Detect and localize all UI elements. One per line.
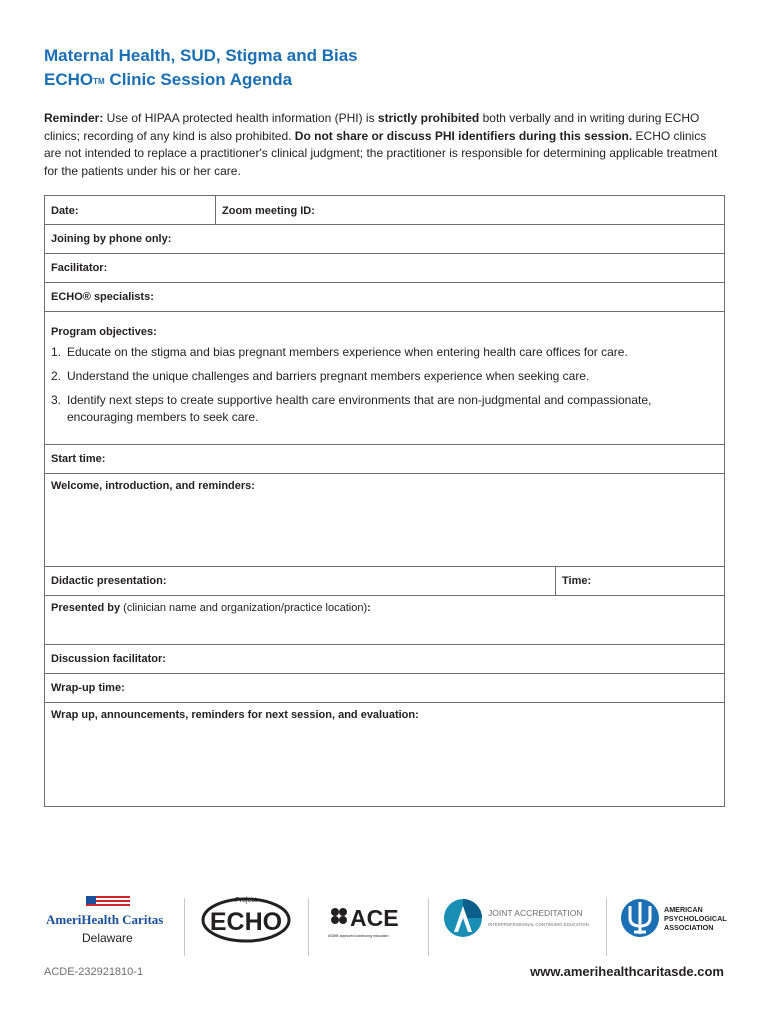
didactic-field[interactable]: Didactic presentation: xyxy=(45,567,556,596)
svg-text:JOINT ACCREDITATION: JOINT ACCREDITATION xyxy=(488,908,583,918)
start-time-field[interactable]: Start time: xyxy=(45,445,725,474)
amerihealth-flag-icon xyxy=(44,890,174,960)
svg-text:Delaware: Delaware xyxy=(82,931,133,945)
list-item: 2. Understand the unique challenges and barriers pregnant members experience when seeking care. xyxy=(51,369,590,383)
welcome-field[interactable]: Welcome, introduction, and reminders: xyxy=(45,474,725,567)
ace-mark-icon xyxy=(331,908,347,924)
specialists-field[interactable]: ECHO® specialists: xyxy=(45,283,725,312)
title-line-2: ECHO™ Clinic Session Agenda xyxy=(44,70,293,89)
website-link[interactable]: www.amerihealthcaritasde.com xyxy=(530,964,724,979)
presented-by-field[interactable]: Presented by (clinician name and organization/practice location): xyxy=(45,596,725,645)
reminder-paragraph: Reminder: Use of HIPAA protected health information (PHI) is strictly prohibited both verbally and in writing during ECHO clinics; recording of any kind is also prohibited. Do not share or discuss PHI identifiers during this session. ECHO clinics are not intended to replace a practitioner's clinical judgment; the practitioner is responsible for determining applicable treatment for the patients under his or her care. xyxy=(44,111,718,178)
footer-logos xyxy=(40,890,730,960)
date-field[interactable]: Date: xyxy=(45,196,216,225)
page-title xyxy=(44,44,358,92)
wrapup-field[interactable]: Wrap up, announcements, reminders for next session, and evaluation: xyxy=(45,703,725,807)
objectives-list xyxy=(51,344,718,426)
svg-text:ASSOCIATION: ASSOCIATION xyxy=(664,923,714,932)
svg-text:AmeriHealth Caritas: AmeriHealth Caritas xyxy=(46,912,164,927)
joint-accreditation-logo xyxy=(442,890,602,960)
document-code: ACDE-232921810-1 xyxy=(44,966,144,978)
svg-text:ASWB approved continuing educa: ASWB approved continuing education xyxy=(328,934,389,938)
joint-accreditation-icon xyxy=(444,899,482,937)
svg-text:INTERPROFESSIONAL CONTINUING E: INTERPROFESSIONAL CONTINUING EDUCATION xyxy=(488,922,589,927)
zoom-field[interactable]: Zoom meeting ID: xyxy=(216,196,725,225)
list-item: 1. Educate on the stigma and bias pregnant members experience when entering health care offices for care. xyxy=(51,345,628,359)
title-line-1: Maternal Health, SUD, Stigma and Bias xyxy=(44,46,358,65)
trademark: TM xyxy=(93,77,105,86)
agenda-form xyxy=(44,195,725,807)
svg-text:ACE: ACE xyxy=(350,905,399,931)
time-field[interactable]: Time: xyxy=(556,567,725,596)
facilitator-field[interactable]: Facilitator: xyxy=(45,254,725,283)
apa-logo xyxy=(620,890,732,960)
wrapup-time-field[interactable]: Wrap-up time: xyxy=(45,674,725,703)
svg-text:AMERICAN: AMERICAN xyxy=(664,905,703,914)
svg-text:ECHO: ECHO xyxy=(209,908,283,936)
svg-text:Project: Project xyxy=(235,897,257,904)
phone-field[interactable]: Joining by phone only: xyxy=(45,225,725,254)
svg-text:PSYCHOLOGICAL: PSYCHOLOGICAL xyxy=(664,914,727,923)
ace-logo xyxy=(324,890,414,960)
list-item: 3. Identify next steps to create supportive health care environments that are non-judgmental and compassionate, encouraging members to seek care. xyxy=(51,393,652,424)
echo-logo xyxy=(200,890,292,960)
objectives-section: Program objectives: 1. Educate on the stigma and bias pregnant members experience when entering health care offices for care. 2. Understand the unique challenges and barriers pregnant members experience when seeking care. 3. Identify next steps to create supportive health care environments that are non-judgmental and compassionate, encouraging members to seek care. xyxy=(45,312,725,445)
discussion-facilitator-field[interactable]: Discussion facilitator: xyxy=(45,645,725,674)
amerihealth-logo xyxy=(44,890,174,960)
psi-icon xyxy=(621,899,659,937)
